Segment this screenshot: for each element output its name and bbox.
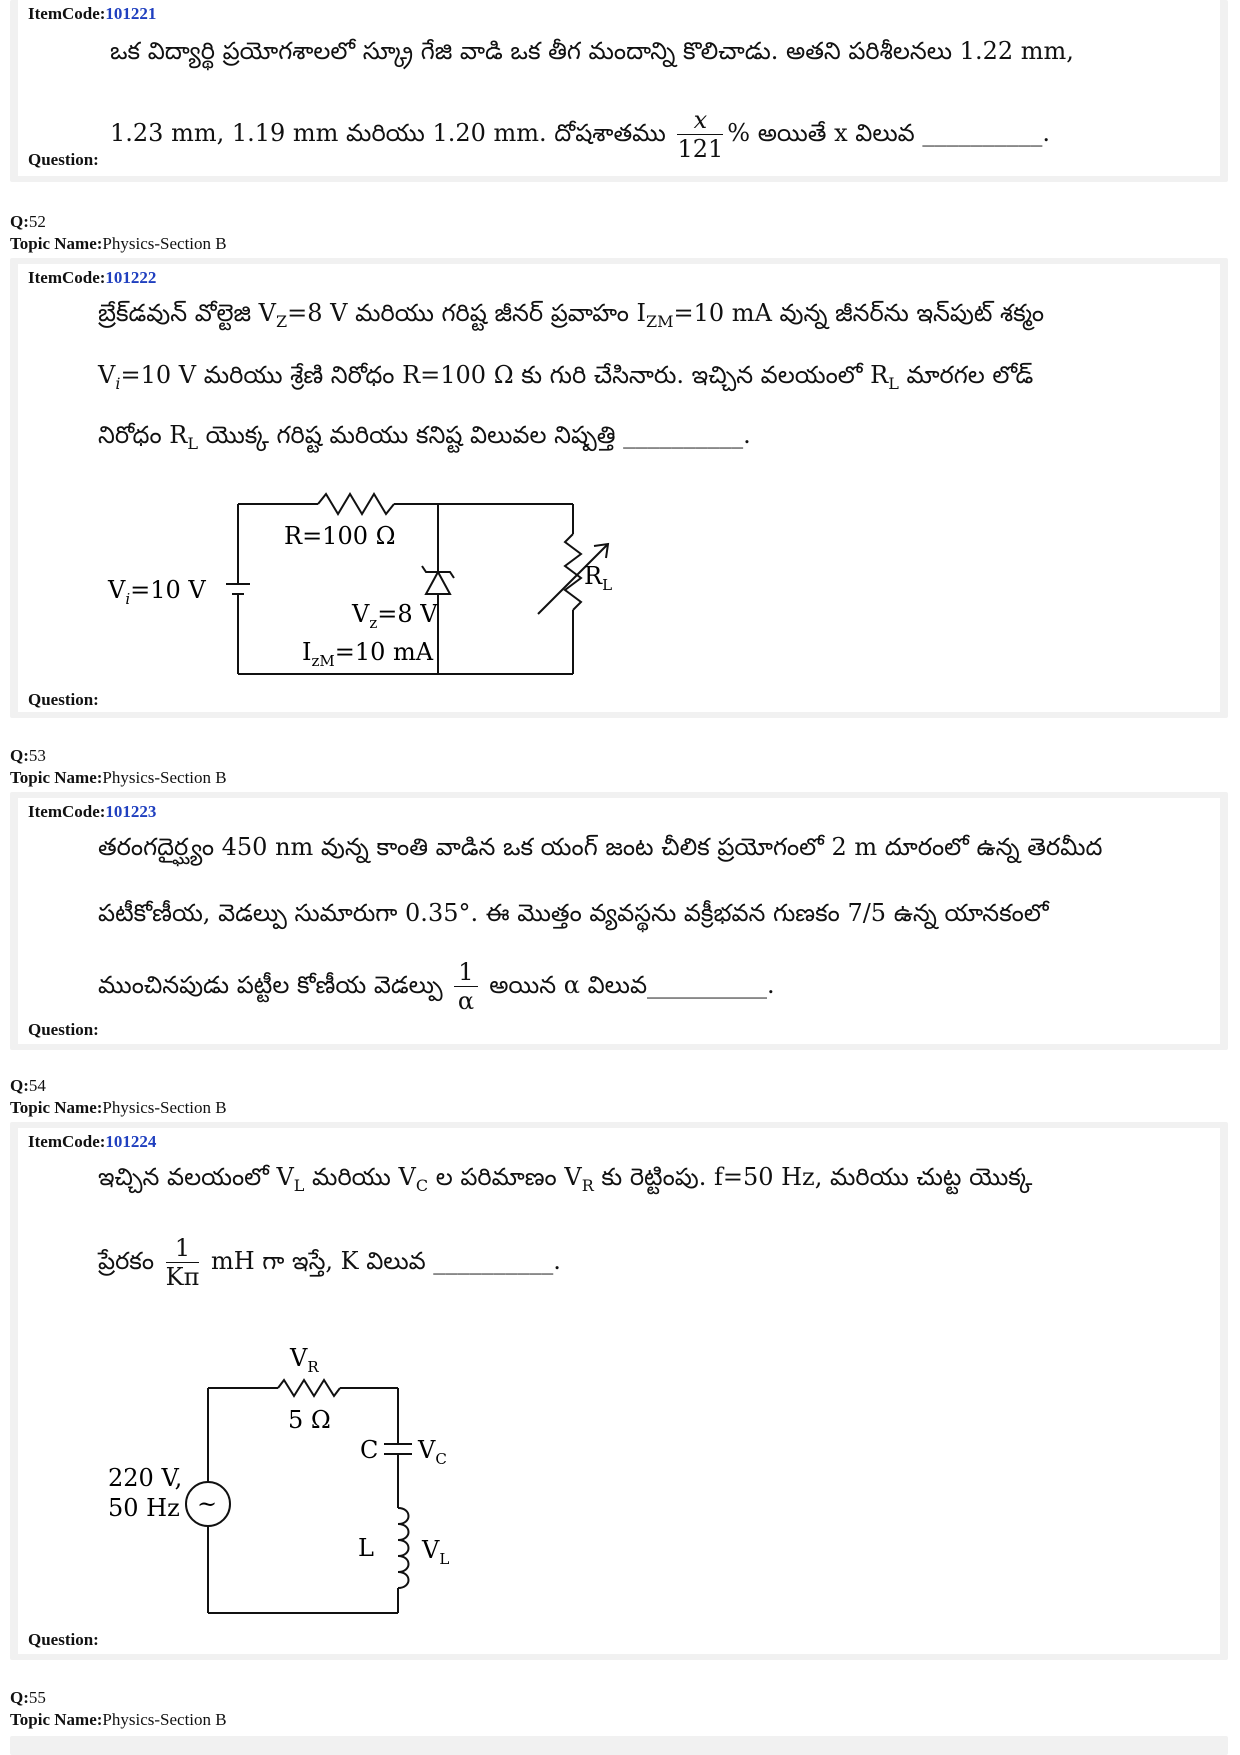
ac-source-symbol: ~ — [197, 1490, 218, 1518]
resistance-label: 5 Ω — [288, 1406, 331, 1434]
vc-label: $V_C$ — [418, 1436, 447, 1468]
vl-label: $V_L$ — [422, 1536, 450, 1568]
question-label: Question: — [28, 1020, 99, 1039]
topic-name: Topic Name:Physics-Section B — [10, 234, 227, 253]
resistor-label: R=100 Ω — [284, 522, 396, 550]
item-code: ItemCode:101222 — [28, 268, 157, 287]
zener-current-label: $I_{zM}=10$ mA — [302, 638, 434, 670]
question-text-line: ప్రేరకం $\frac{1}{K\pi}$ mH గా ఇస్తే, K విలువ __________. — [98, 1234, 561, 1291]
question-panel-53 — [10, 792, 1228, 1050]
question-label: Question: — [28, 1630, 99, 1649]
question-label: Question: — [28, 690, 99, 709]
question-panel-52 — [10, 258, 1228, 718]
fraction: $\frac{1}{\alpha}$ — [454, 958, 477, 1015]
question-number: Q:52 — [10, 212, 46, 231]
item-code: ItemCode:101224 — [28, 1132, 157, 1151]
lcr-circuit-diagram — [88, 1328, 568, 1628]
inductor-label: L — [358, 1534, 374, 1562]
question-number: Q:53 — [10, 746, 46, 765]
item-code: ItemCode:101223 — [28, 802, 157, 821]
topic-name: Topic Name:Physics-Section B — [10, 1710, 227, 1729]
vr-label: $V_R$ — [290, 1344, 319, 1376]
fraction: $\frac{1}{K\pi}$ — [165, 1234, 200, 1291]
question-number: Q:54 — [10, 1076, 46, 1095]
question-text-line: నిరోధం $R_L$ యొక్క గరిష్ట మరియు కనిష్ట విలువల నిష్పత్తి __________. — [98, 421, 751, 453]
question-text-line: ఒక విద్యార్థి ప్రయోగశాలలో స్క్రూ గేజి వాడి ఒక తీగ మందాన్ని కొలిచాడు. అతని పరిశీలనలు 1.22 mm, — [110, 37, 1074, 65]
question-text-line: 1.23 mm, 1.19 mm మరియు 1.20 mm. దోషశాతము $\frac{x}{121}$ % అయితే x విలువ __________. — [110, 106, 1050, 163]
topic-name: Topic Name:Physics-Section B — [10, 1098, 227, 1117]
question-text-line: ముంచినపుడు పట్టీల కోణీయ వెడల్పు $\frac{1}{\alpha}$ అయిన α విలువ__________. — [98, 958, 775, 1015]
source-label-line2: 50 Hz — [108, 1494, 180, 1522]
question-panel-54 — [10, 1122, 1228, 1660]
question-text-line: ఇచ్చిన వలయంలో $V_L$ మరియు $V_C$ ల పరిమాణం $V_R$ కు రెట్టింపు. f=50 Hz, మరియు చుట్ట యొక్క — [98, 1163, 1033, 1195]
item-code: ItemCode:101221 — [28, 4, 157, 23]
question-number: Q:55 — [10, 1688, 46, 1707]
zener-circuit-diagram — [88, 474, 708, 694]
question-text-line: బ్రేక్‌డవున్ వోల్టెజి $V_Z=8$ V మరియు గరిష్ట జీనర్ ప్రవాహం $I_{ZM}=10$ mA వున్న జీనర్‌ను ఇన్‌పుట్ శక్మం — [98, 299, 1045, 331]
load-resistor-label: $R_L$ — [584, 562, 613, 594]
source-label-line1: 220 V, — [108, 1464, 183, 1492]
source-voltage-label: $V_i=10$ V — [108, 576, 206, 608]
question-text-line: తరంగదైర్ఘ్యం 450 nm వున్న కాంతి వాడిన ఒక యంగ్ జంట చీలిక ప్రయోగంలో 2 m దూరంలో ఉన్న తెరమీద — [98, 833, 1103, 861]
topic-name: Topic Name:Physics-Section B — [10, 768, 227, 787]
question-text-line: పటీకోణీయ, వెడల్పు సుమారుగా 0.35°. ఈ మొత్తం వ్యవస్థను వక్రీభవన గుణకం 7/5 ఉన్న యానకంలో — [98, 899, 1049, 927]
question-text-line: $V_i=10$ V మరియు శ్రేణి నిరోధం R=100 Ω కు గురి చేసినారు. ఇచ్చిన వలయంలో $R_L$ మారగల లోడ్ — [98, 361, 1034, 393]
capacitor-label: C — [360, 1436, 379, 1464]
question-panel-55 — [10, 1736, 1228, 1755]
question-label: Question: — [28, 150, 99, 169]
zener-voltage-label: $V_z=8$ V — [352, 600, 438, 632]
question-panel-51 — [10, 0, 1228, 182]
fraction: $\frac{x}{121}$ — [677, 106, 724, 163]
